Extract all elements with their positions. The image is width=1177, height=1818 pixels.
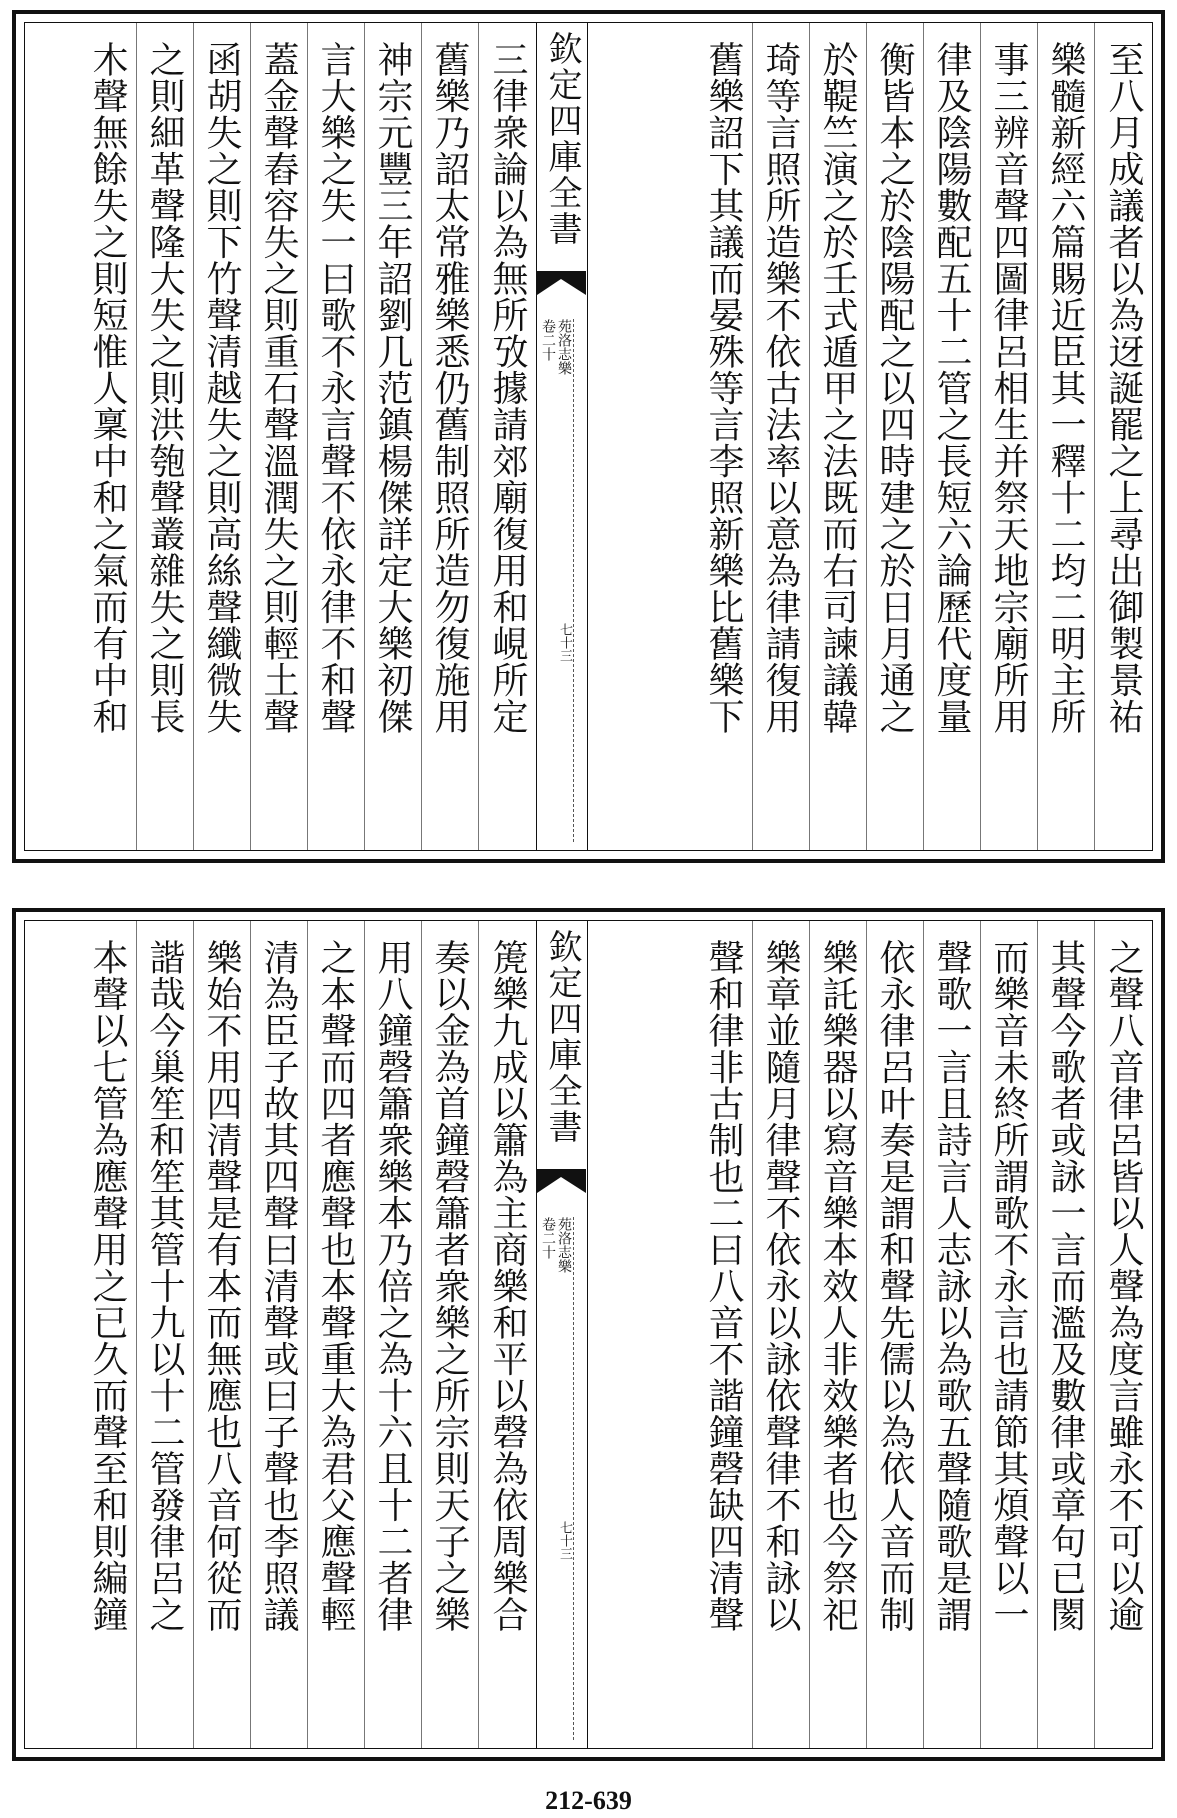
bottom-page-frame [24, 920, 1153, 1749]
text-column: 事三辨音聲四圖律呂相生并祭天地宗廟所用 [981, 23, 1038, 850]
text-column: 言大樂之失一曰歌不永言聲不依永律不和聲 [308, 23, 365, 850]
folio-number: 七十三 [557, 623, 572, 662]
text-column: 箎樂九成以簫為主商樂和平以磬為依周樂合 [487, 939, 528, 1633]
bottom-center-margin [536, 921, 588, 1748]
text-column: 之本聲而四者應聲也本聲重大為君父應聲輕 [308, 921, 365, 1748]
volume-label: 卷二十 [540, 1217, 556, 1259]
top-center-margin [536, 23, 588, 850]
text-column: 舊樂詔下其議而晏殊等言李照新樂比舊樂下 [696, 23, 753, 850]
text-column: 舊樂乃詔太常雅樂悉仍舊制照所造勿復施用 [422, 23, 479, 850]
text-column: 之則細革聲隆大失之則洪匏聲叢雜失之則長 [137, 23, 194, 850]
text-column: 琦等言照所造樂不依古法率以意為律請復用 [753, 23, 810, 850]
text-column: 三律衆論以為無所攷據請郊廟復用和峴所定 [487, 41, 528, 735]
chapter-label [540, 1217, 572, 1387]
text-column: 而樂音未終所謂歌不永言也請節其煩聲以一 [981, 921, 1038, 1748]
text-column: 律及陰陽數配五十二管之長短六論歷代度量 [924, 23, 981, 850]
text-column: 衡皆本之於陰陽配之以四時建之於日月通之 [867, 23, 924, 850]
book-subtitle: 苑洛志樂 [556, 1217, 572, 1273]
text-column: 蓋金聲舂容失之則重石聲溫潤失之則輕土聲 [251, 23, 308, 850]
volume-label: 卷二十 [540, 319, 556, 361]
text-column: 之聲八音律呂皆以人聲為度言雖永不可以逾 [1103, 939, 1144, 1633]
center-divider-line [573, 1217, 574, 1740]
text-column: 清為臣子故其四聲曰清聲或曰子聲也李照議 [251, 921, 308, 1748]
text-column: 樂章並隨月律聲不依永以詠依聲律不和詠以 [753, 921, 810, 1748]
bottom-right-half [582, 921, 1152, 1748]
bottom-left-half [25, 921, 536, 1748]
text-column: 於鞮竺演之於壬式遁甲之法既而右司諫議韓 [810, 23, 867, 850]
text-column: 依永律呂叶奏是謂和聲先儒以為依人音而制 [867, 921, 924, 1748]
text-column: 樂髓新經六篇賜近臣其一釋十二均二明主所 [1038, 23, 1095, 850]
text-column: 本聲以七管為應聲用之已久而聲至和則編鐘 [80, 921, 137, 1748]
text-column: 樂託樂器以寫音樂本效人非效樂者也今祭祀 [810, 921, 867, 1748]
page-footer-number: 212-639 [545, 1786, 632, 1815]
text-column: 聲歌一言且詩言人志詠以為歌五聲隨歌是謂 [924, 921, 981, 1748]
top-page [12, 10, 1165, 863]
text-column: 用八鐘磬簫衆樂本乃倍之為十六且十二者律 [365, 921, 422, 1748]
text-column: 聲和律非古制也二曰八音不諧鐘磬缺四清聲 [696, 921, 753, 1748]
text-column: 木聲無餘失之則短惟人稟中和之氣而有中和 [80, 23, 137, 850]
chapter-label [540, 319, 572, 489]
top-page-frame [24, 22, 1153, 851]
book-title: 欽定四庫全書 [542, 31, 582, 247]
text-column: 其聲今歌者或詠一言而濫及數律或章句已閡 [1038, 921, 1095, 1748]
book-title: 欽定四庫全書 [542, 929, 582, 1145]
fish-tail-mark-icon [537, 271, 587, 307]
text-column: 至八月成議者以為迓誕罷之上尋出御製景祐 [1103, 41, 1144, 735]
top-left-half [25, 23, 536, 850]
bottom-page [12, 908, 1165, 1761]
text-column: 奏以金為首鐘磬簫者衆樂之所宗則天子之樂 [422, 921, 479, 1748]
text-column: 神宗元豐三年詔劉几范鎮楊傑詳定大樂初傑 [365, 23, 422, 850]
center-divider-line [573, 319, 574, 842]
folio-number: 七十三 [557, 1521, 572, 1560]
text-column: 諧哉今巢笙和笙其管十九以十二管發律呂之 [137, 921, 194, 1748]
top-right-half [582, 23, 1152, 850]
fish-tail-mark-icon [537, 1169, 587, 1205]
book-subtitle: 苑洛志樂 [556, 319, 572, 375]
text-column: 樂始不用四清聲是有本而無應也八音何從而 [194, 921, 251, 1748]
text-column: 函胡失之則下竹聲清越失之則高絲聲纖微失 [194, 23, 251, 850]
